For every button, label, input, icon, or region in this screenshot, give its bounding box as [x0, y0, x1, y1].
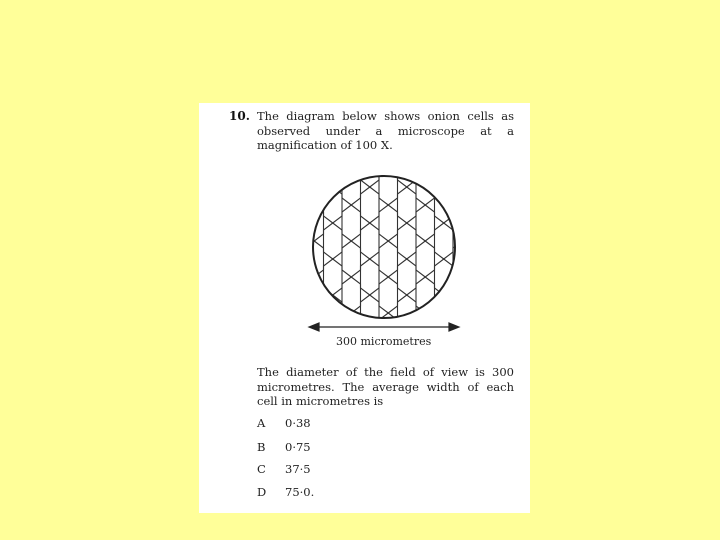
onion-cell: [305, 313, 324, 349]
onion-cell: [398, 187, 417, 223]
onion-cell: [453, 169, 472, 205]
option-value: 37·5: [285, 462, 311, 476]
onion-cell: [472, 331, 491, 363]
onion-cell: [305, 349, 324, 363]
onion-cell: [453, 349, 472, 363]
option-a[interactable]: [257, 416, 311, 430]
onion-cell: [435, 187, 454, 223]
onion-cell: [472, 151, 491, 187]
onion-cell: [305, 277, 324, 313]
onion-cell: [416, 277, 435, 313]
onion-cell: [379, 169, 398, 205]
onion-cell: [398, 223, 417, 259]
onion-cell: [453, 133, 472, 169]
onion-cell: [435, 259, 454, 295]
onion-cell: [416, 205, 435, 241]
option-value: 0·75: [285, 440, 311, 454]
onion-cell: [361, 295, 380, 331]
onion-cells: [305, 133, 490, 363]
onion-cell: [305, 169, 324, 205]
option-d[interactable]: [257, 485, 314, 499]
onion-cell: [324, 223, 343, 259]
onion-cell: [416, 169, 435, 205]
onion-cell: [416, 349, 435, 363]
onion-cell: [416, 133, 435, 169]
onion-cell-diagram: [199, 103, 530, 363]
onion-cell: [361, 151, 380, 187]
scale-arrow: [309, 323, 459, 331]
onion-cell: [342, 133, 361, 169]
onion-cell: [398, 259, 417, 295]
question-sheet: [199, 103, 530, 513]
option-value: 0·38: [285, 416, 311, 430]
onion-cell: [379, 277, 398, 313]
onion-cell: [435, 331, 454, 363]
onion-cell: [472, 259, 491, 295]
onion-cell: [435, 151, 454, 187]
onion-cell: [361, 259, 380, 295]
onion-cell: [453, 205, 472, 241]
onion-cell: [342, 349, 361, 363]
option-c[interactable]: [257, 462, 311, 476]
onion-cell: [416, 241, 435, 277]
question-stem: The diameter of the field of view is 300 micrometres. The average width of each cell in micrometres is: [257, 365, 514, 408]
onion-cell: [472, 295, 491, 331]
option-letter: B: [257, 440, 266, 454]
onion-cell: [435, 223, 454, 259]
question-number: 10.: [229, 109, 250, 123]
onion-cell: [453, 313, 472, 349]
option-b[interactable]: [257, 440, 311, 454]
onion-cell: [342, 277, 361, 313]
onion-cell: [342, 205, 361, 241]
onion-cell: [305, 133, 324, 169]
onion-cell: [342, 241, 361, 277]
option-letter: A: [257, 416, 266, 430]
onion-cell: [379, 205, 398, 241]
onion-cell: [361, 187, 380, 223]
onion-cell: [324, 295, 343, 331]
option-letter: C: [257, 462, 266, 476]
onion-cell: [472, 223, 491, 259]
question-intro: The diagram below shows onion cells as observed under a microscope at a magnification of 100 X.: [257, 109, 514, 152]
scale-label: 300 micrometres: [336, 335, 432, 348]
onion-cell: [379, 349, 398, 363]
option-value: 75·0.: [285, 485, 315, 499]
onion-cell: [324, 151, 343, 187]
onion-cell: [472, 187, 491, 223]
onion-cell: [379, 133, 398, 169]
onion-cell: [453, 277, 472, 313]
onion-cell: [398, 295, 417, 331]
onion-cell: [361, 223, 380, 259]
onion-cell: [379, 241, 398, 277]
option-letter: D: [257, 485, 267, 499]
